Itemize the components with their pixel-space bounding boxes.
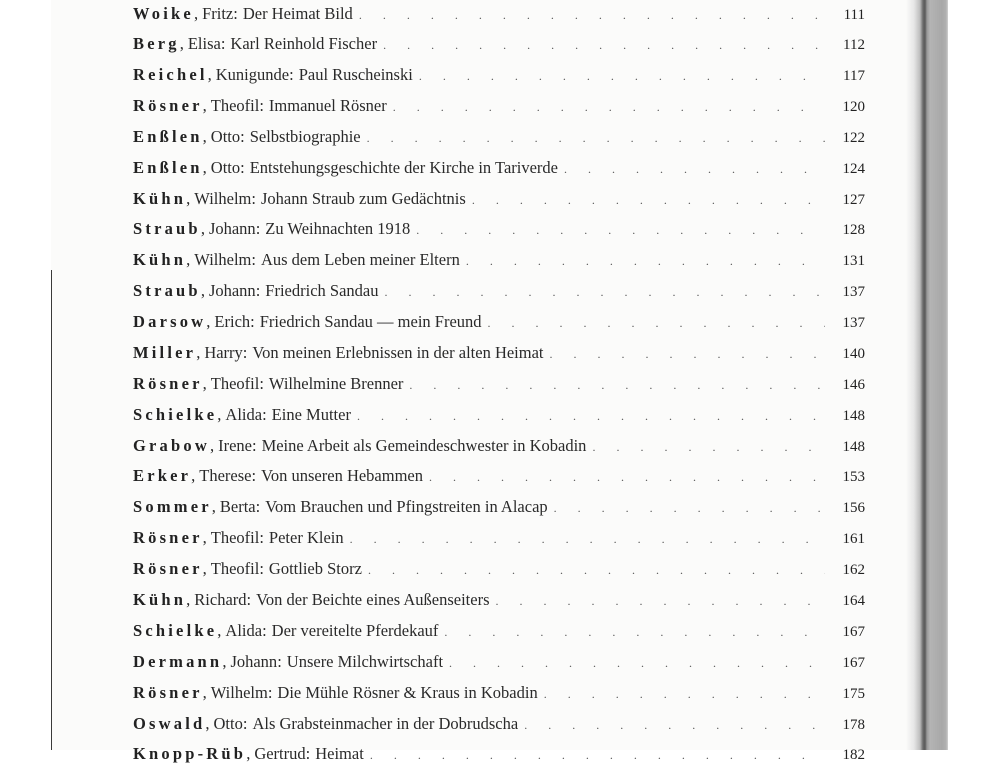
entry-page-number: 178 [842,717,865,733]
entry-author-surname: Straub [133,281,201,300]
entry-author-given-name: Johann [230,652,278,671]
entry-title: Gottlieb Storz [268,559,362,578]
dot-leader [384,280,825,304]
entry-author-given-name: Irene [218,436,252,455]
entry-author-given-name: Kunigunde [215,65,290,84]
entry-title: Heimat [315,744,364,763]
entry-colon: : [262,405,267,424]
entry-author-given-name: Johann [208,219,256,238]
dot-leader [409,373,825,397]
entry-page-number: 146 [842,377,865,393]
entry-author-given-name: Wilhelm [194,189,252,208]
entry-author-surname: Dermann [133,652,223,671]
entry-author-surname: Rösner [133,683,203,702]
entry-title: Zu Weihnachten 1918 [265,219,411,238]
dot-leader [488,311,825,335]
entry-comma: , [202,96,207,115]
entry-title: Unsere Milchwirtschaft [286,652,444,671]
entry-author-surname: Kühn [133,250,187,269]
entry-author-given-name: Gertrud [254,744,306,763]
entry-page-number: 112 [843,37,865,53]
entry-comma: , [202,127,207,146]
dot-leader [367,126,825,150]
entry-page-number: 156 [842,500,865,516]
entry-author-given-name: Harry [204,343,243,362]
dot-leader [370,743,825,767]
page-edge-line [51,270,52,750]
entry-comma: , [205,714,210,733]
toc-entry [133,712,865,736]
toc-entry [133,619,865,643]
entry-comma: , [186,250,191,269]
entry-colon: : [246,590,252,609]
toc-entry [133,464,865,488]
entry-author-surname: Schielke [133,405,218,424]
toc-entry [133,681,865,705]
book-gutter-shadow [906,0,948,750]
toc-entry [133,341,865,365]
entry-page-number: 131 [842,253,865,269]
entry-colon: : [289,65,294,84]
entry-author-surname: Enßlen [133,127,203,146]
toc-entry [133,32,865,56]
entry-author-given-name: Alida [225,621,263,640]
entry-page-number: 140 [842,346,865,362]
entry-author-given-name: Elisa [187,34,221,53]
entry-page-number: 117 [843,68,865,84]
entry-colon: : [240,158,245,177]
entry-author-surname: Grabow [133,436,210,455]
entry-comma: , [193,4,199,23]
entry-page-number: 167 [842,655,865,671]
entry-page-number: 128 [842,222,865,238]
entry-author-surname: Kühn [133,590,187,609]
toc-entry [133,557,865,581]
entry-page-number: 164 [842,593,865,609]
entry-author-given-name: Berta [219,497,256,516]
entry-comma: , [202,559,207,578]
entry-author-surname: Darsow [133,312,207,331]
entry-author-given-name: Wilhelm [210,683,268,702]
dot-leader [368,558,825,582]
entry-author-given-name: Richard [194,590,247,609]
entry-comma: , [200,281,205,300]
entry-colon: : [220,34,226,53]
dot-leader [564,157,825,181]
entry-colon: : [242,343,248,362]
entry-comma: , [196,343,201,362]
toc-entry [133,63,865,87]
entry-author-surname: Rösner [133,374,203,393]
toc-entry [133,310,865,334]
entry-page-number: 111 [843,7,865,23]
entry-comma: , [222,652,227,671]
dot-leader [350,527,825,551]
entry-colon: : [255,281,261,300]
entry-comma: , [202,528,207,547]
entry-author-given-name: Alida [225,405,263,424]
toc-entry [133,156,865,180]
entry-title: Als Grabsteinmacher in der Dobrudscha [252,714,519,733]
entry-comma: , [186,189,191,208]
entry-author-surname: Straub [133,219,201,238]
entry-author-surname: Kühn [133,189,187,208]
entry-comma: , [207,65,212,84]
dot-leader [550,342,825,366]
entry-colon: : [251,466,257,485]
entry-author-surname: Erker [133,466,192,485]
dot-leader [359,3,825,27]
dot-leader [419,64,825,88]
toc-entry [133,526,865,550]
toc-entry [133,588,865,612]
entry-author-given-name: Theofil [210,96,260,115]
toc-entry [133,248,865,272]
entry-author-surname: Enßlen [133,158,203,177]
entry-page-number: 137 [842,315,865,331]
toc-entry [133,2,865,26]
entry-colon: : [305,744,311,763]
entry-title: Eine Mutter [271,405,351,424]
entry-title: Der Heimat Bild [242,4,353,23]
entry-author-given-name: Otto [210,127,241,146]
entry-author-given-name: Johann [208,281,256,300]
entry-page-number: 122 [842,130,865,146]
entry-title: Von meinen Erlebnissen in der alten Heimat [252,343,544,362]
entry-comma: , [217,405,222,424]
dot-leader [496,589,825,613]
entry-author-given-name: Wilhelm [194,250,252,269]
entry-comma: , [209,436,215,455]
entry-page-number: 153 [842,469,865,485]
entry-author-surname: Sommer [133,497,212,516]
entry-comma: , [200,219,205,238]
toc-entry [133,650,865,674]
entry-colon: : [255,219,261,238]
entry-colon: : [259,374,264,393]
dot-leader [393,95,825,119]
toc-entry [133,94,865,118]
entry-colon: : [250,312,255,331]
entry-title: Karl Reinhold Fischer [230,34,378,53]
entry-page-number: 148 [842,408,865,424]
entry-title: Der vereitelte Pferdekauf [271,621,439,640]
entry-title: Vom Brauchen und Pfingstreiten in Alacap [265,497,548,516]
entry-author-surname: Rösner [133,96,203,115]
entry-author-surname: Rösner [133,559,203,578]
entry-title: Aus dem Leben meiner Eltern [260,250,460,269]
toc-entry [133,495,865,519]
entry-colon: : [255,497,261,516]
entry-author-given-name: Erich [214,312,251,331]
entry-comma: , [191,466,196,485]
toc-entry [133,372,865,396]
entry-author-surname: Schielke [133,621,218,640]
dot-leader [554,496,825,520]
entry-comma: , [246,744,251,763]
entry-title: Von der Beichte eines Außenseiters [256,590,490,609]
entry-page-number: 161 [842,531,865,547]
entry-author-given-name: Theofil [210,374,260,393]
entry-title: Selbstbiographie [249,127,361,146]
entry-author-surname: Reichel [133,65,208,84]
entry-colon: : [240,127,245,146]
entry-comma: , [206,312,211,331]
entry-title: Friedrich Sandau [265,281,379,300]
entry-comma: , [202,683,207,702]
dot-leader [524,713,825,737]
entry-colon: : [259,559,264,578]
entry-title: Die Mühle Rösner & Kraus in Kobadin [277,683,538,702]
toc-entry [133,187,865,211]
dot-leader [592,435,825,459]
entry-page-number: 167 [842,624,865,640]
entry-page-number: 175 [842,686,865,702]
entry-author-given-name: Fritz [202,4,234,23]
entry-page-number: 137 [842,284,865,300]
entry-author-given-name: Theofil [210,528,260,547]
entry-colon: : [277,652,282,671]
entry-author-given-name: Therese [199,466,252,485]
toc-entry [133,125,865,149]
entry-title: Immanuel Rösner [268,96,387,115]
entry-author-surname: Berg [133,34,180,53]
toc-entry [133,403,865,427]
entry-title: Peter Klein [268,528,344,547]
toc-entry [133,434,865,458]
entry-author-surname: Oswald [133,714,206,733]
dot-leader [429,465,825,489]
dot-leader [416,218,825,242]
entry-comma: , [179,34,184,53]
entry-title: Wilhelmine Brenner [268,374,404,393]
entry-title: Paul Ruscheinski [298,65,413,84]
entry-author-surname: Rösner [133,528,203,547]
entry-title: Von unseren Hebammen [261,466,423,485]
entry-colon: : [259,96,264,115]
entry-colon: : [242,714,248,733]
dot-leader [449,651,825,675]
entry-author-given-name: Otto [210,158,241,177]
entry-author-surname: Knopp-Rüb [133,744,247,763]
dot-leader [472,188,825,212]
entry-comma: , [202,374,207,393]
entry-title: Meine Arbeit als Gemeindeschwester in Kobadin [261,436,587,455]
entry-author-surname: Woike [133,4,194,23]
entry-page-number: 148 [842,439,865,455]
entry-comma: , [211,497,216,516]
entry-colon: : [262,621,267,640]
entry-colon: : [251,189,256,208]
entry-page-number: 124 [842,161,865,177]
entry-author-surname: Miller [133,343,197,362]
entry-colon: : [233,4,238,23]
entry-title: Friedrich Sandau — mein Freund [259,312,482,331]
dot-leader [444,620,825,644]
dot-leader [357,404,825,428]
entry-title: Johann Straub zum Gedächtnis [260,189,466,208]
entry-colon: : [251,436,257,455]
entry-comma: , [186,590,191,609]
dot-leader [466,249,825,273]
entry-colon: : [251,250,256,269]
entry-comma: , [202,158,207,177]
toc-entry [133,279,865,303]
toc-entry [133,217,865,241]
entry-colon: : [267,683,273,702]
toc-entry [133,742,865,766]
entry-author-given-name: Otto [213,714,243,733]
entry-colon: : [259,528,264,547]
dot-leader [544,682,825,706]
entry-author-given-name: Theofil [210,559,260,578]
dot-leader [383,33,825,57]
entry-title: Entstehungsgeschichte der Kirche in Tariverde [249,158,558,177]
entry-comma: , [217,621,222,640]
entry-page-number: 162 [842,562,865,578]
entry-page-number: 127 [842,192,865,208]
entry-page-number: 182 [842,747,865,763]
entry-page-number: 120 [842,99,865,115]
